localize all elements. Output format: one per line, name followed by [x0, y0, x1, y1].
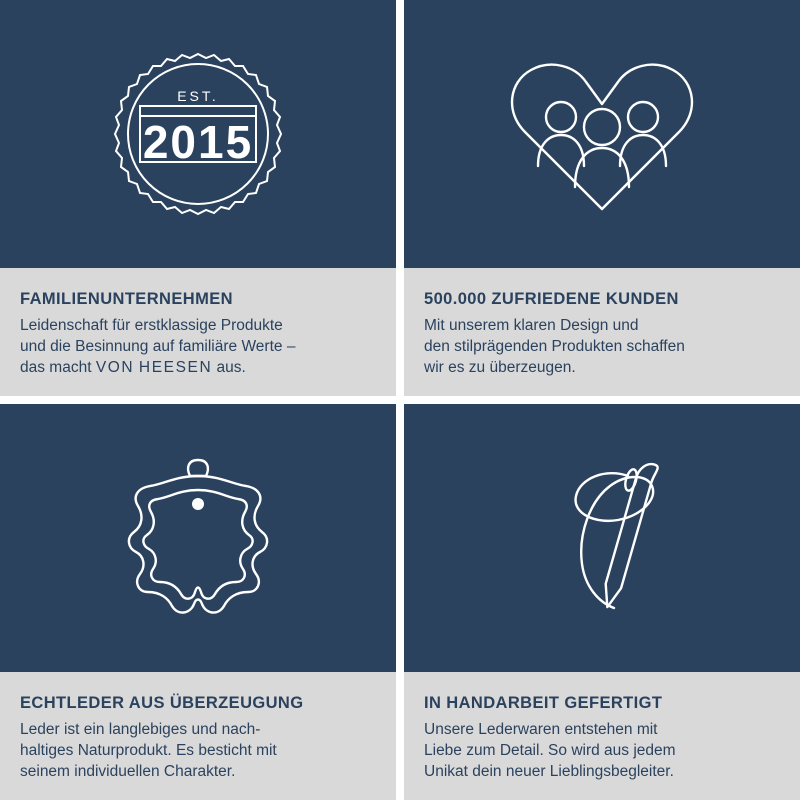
- icon-area-3: [0, 404, 396, 672]
- est-badge-2015-icon: [98, 44, 298, 224]
- heart-with-people-icon: [497, 44, 707, 224]
- body-2-line3: wir es zu überzeugen.: [424, 359, 576, 377]
- feature-cell-familienunternehmen: [0, 0, 396, 396]
- text-area-4: [404, 672, 800, 800]
- badge-est-label: EST.: [177, 88, 219, 104]
- body-1-line3-pre: das macht: [20, 359, 96, 377]
- brand-name: VON HEESEN: [95, 359, 213, 377]
- needle-and-thread-icon: [502, 438, 702, 638]
- badge-year-label: 2015: [142, 116, 254, 168]
- grid-divider-vertical-top: [396, 0, 404, 396]
- icon-area-1: [0, 0, 396, 268]
- body-3-line1: Leder ist ein langlebiges und nach-: [20, 721, 261, 739]
- text-area-1: [0, 268, 396, 396]
- body-4-line1: Unsere Lederwaren entstehen mit: [424, 721, 658, 739]
- body-3-line2: haltiges Naturprodukt. Es besticht mit: [20, 742, 277, 760]
- body-1-line3-post: aus.: [212, 359, 246, 377]
- icon-area-4: [404, 404, 800, 672]
- feature-cell-echtleder: [0, 404, 396, 800]
- body-4-line2: Liebe zum Detail. So wird aus jedem: [424, 742, 676, 760]
- body-2: [424, 315, 780, 378]
- body-1-line2: und die Besinnung auf familiäre Werte –: [20, 338, 296, 356]
- body-1: [20, 315, 376, 378]
- body-3-line3: seinem individuellen Charakter.: [20, 763, 236, 781]
- feature-cell-handarbeit: [404, 404, 800, 800]
- feature-cell-zufriedene-kunden: [404, 0, 800, 396]
- text-area-2: [404, 268, 800, 396]
- body-1-line1: Leidenschaft für erstklassige Produkte: [20, 317, 283, 335]
- headline-1: FAMILIENUNTERNEHMEN: [20, 290, 233, 308]
- icon-area-2: [404, 0, 800, 268]
- leather-hide-icon: [98, 448, 298, 628]
- headline-3: ECHTLEDER AUS ÜBERZEUGUNG: [20, 694, 304, 712]
- grid-divider-horizontal-right: [404, 396, 800, 404]
- grid-divider-vertical-bottom: [396, 404, 404, 800]
- body-2-line1: Mit unserem klaren Design und: [424, 317, 639, 335]
- body-4-line3: Unikat dein neuer Lieblingsbegleiter.: [424, 763, 674, 781]
- text-area-3: [0, 672, 396, 800]
- body-2-line2: den stilprägenden Produkten schaffen: [424, 338, 685, 356]
- headline-2: 500.000 ZUFRIEDENE KUNDEN: [424, 290, 679, 308]
- body-3: [20, 719, 376, 782]
- body-4: [424, 719, 780, 782]
- grid-divider-horizontal-left: [0, 396, 396, 404]
- grid-divider-center: [396, 396, 404, 404]
- headline-4: IN HANDARBEIT GEFERTIGT: [424, 694, 663, 712]
